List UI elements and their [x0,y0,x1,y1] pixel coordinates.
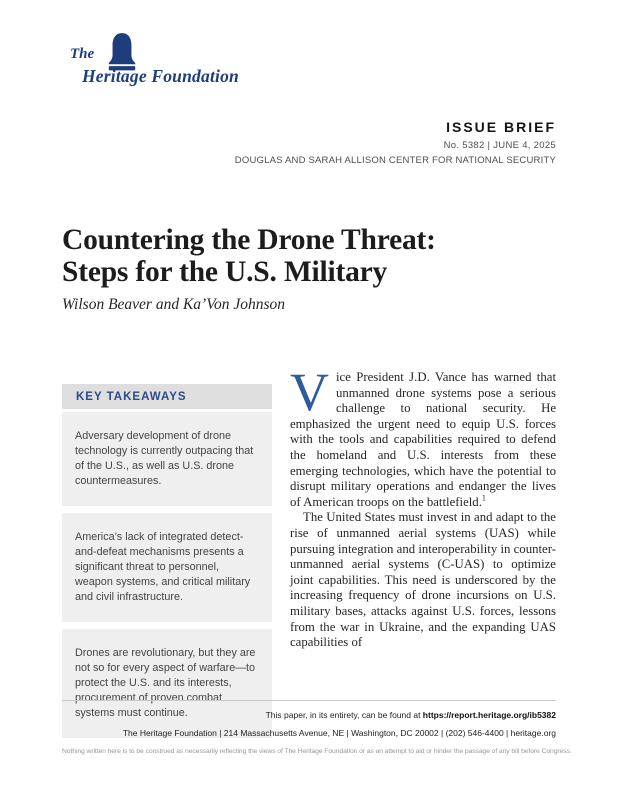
paragraph-1 [290,362,556,510]
research-center-name: DOUGLAS AND SARAH ALLISON CENTER FOR NATIONAL SECURITY [234,155,556,166]
footnote-marker: 1 [481,493,486,503]
footer-link-prefix: This paper, in its entirety, can be found at [265,710,423,720]
page-title [62,224,562,288]
heritage-foundation-logo [60,30,239,88]
logo-word-heritage-foundation: Heritage Foundation [82,66,239,86]
issue-number-date: No. 5382 | JUNE 4, 2025 [443,140,556,151]
drop-cap: V [290,362,329,422]
article-body [290,362,556,651]
footer-contact-line: The Heritage Foundation | 214 Massachusetts Avenue, NE | Washington, DC 20002 | (202) 546-4400 | heritage.org [122,728,556,738]
title-line-1: Countering the Drone Threat: [62,224,436,256]
footer-paper-link-line [62,710,556,720]
logo-word-the: The [70,46,95,62]
page-footer [62,700,572,755]
report-url-link[interactable]: https://report.heritage.org/ib5382 [422,710,556,720]
takeaway-item: Drones are revolutionary, but they are not so for every aspect of warfare—to protect the U.S. and its interests, procurement of proven combat systems must continue. [62,629,272,738]
paragraph-1-text: ice President J.D. Vance has warned that unmanned drone systems pose a serious challenge to national security. He emphasized the urgent need to equip U.S. forces with the tools and capabilities required to defend the homeland and U.S. interests from these emerging technologies, which have the potential to disrupt military operations and endanger the lives of American troops on the battlefield. [290,370,556,509]
issue-brief-kicker: ISSUE BRIEF [446,119,556,135]
byline: Wilson Beaver and Ka’Von Johnson [62,296,286,313]
masthead [235,119,556,166]
key-takeaways-heading: KEY TAKEAWAYS [62,384,272,409]
title-line-2: Steps for the U.S. Military [62,256,388,288]
footer-disclaimer: Nothing written here is to be construed as necessarily reflecting the views of The Heritage Foundation or as an attempt to aid or hinder the passage of any bill before Congress. [62,748,572,755]
paragraph-2: The United States must invest in and adapt to the rise of unmanned aerial systems (UAS) while pursuing integration and interoperability in counter-unmanned aerial systems (C-UAS) to optimize joint capabilities. This need is underscored by the increasing frequency of drone incursions on U.S. military bases, attacks against U.S. forces, lessons from the war in Ukraine, and the expanding UAS capabilities of [290,510,556,650]
key-takeaways-sidebar [62,384,272,745]
takeaway-item: Adversary development of drone technology is currently outpacing that of the U.S., as well as U.S. drone countermeasures. [62,412,272,506]
takeaway-item: America’s lack of integrated detect-and-defeat mechanisms presents a significant threat to personnel, weapon systems, and critical military and civil infrastructure. [62,513,272,622]
